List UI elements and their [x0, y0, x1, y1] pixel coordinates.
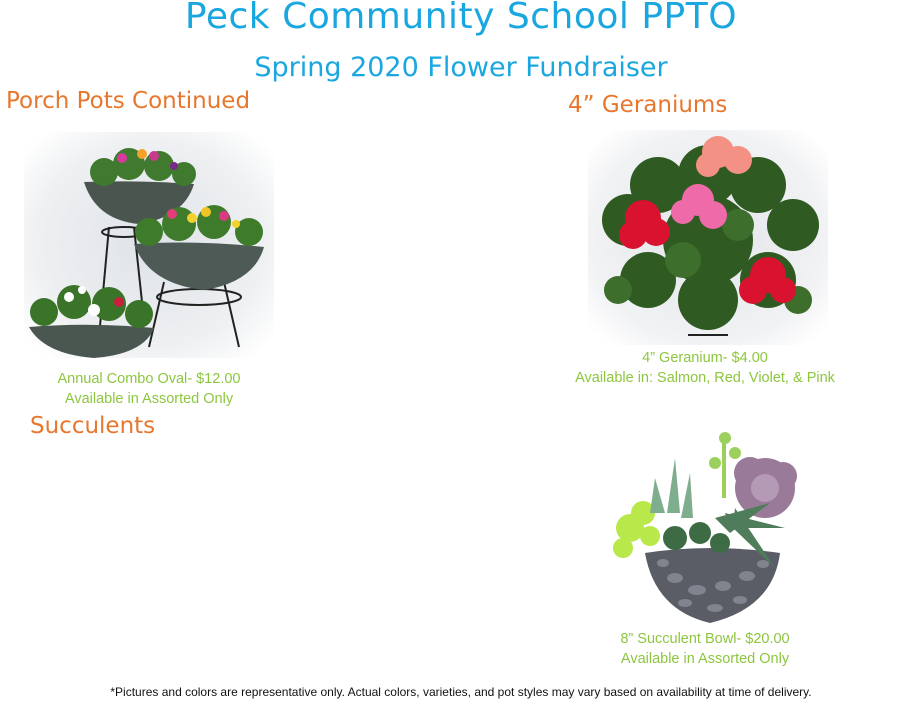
succulent-bowl-name-price: 8” Succulent Bowl- $20.00 [620, 631, 790, 647]
geranium-caption [555, 348, 855, 388]
disclaimer-text: *Pictures and colors are representative only. Actual colors, varieties, and pot styles may vary based on availability at time of delivery. [110, 685, 812, 699]
annual-combo-oval-photo [24, 132, 274, 358]
succulent-bowl-photo [605, 418, 810, 626]
page-title: Peck Community School PPTO [184, 0, 738, 37]
section-heading-succulents: Succulents [30, 413, 156, 439]
section-heading-porch-pots: Porch Pots Continued [6, 88, 251, 114]
annual-combo-name-price: Annual Combo Oval- $12.00 [57, 371, 241, 387]
geranium-name-price: 4” Geranium- $4.00 [642, 350, 768, 366]
section-heading-geraniums: 4” Geraniums [568, 92, 728, 118]
succulent-bowl-availability: Available in Assorted Only [620, 651, 790, 667]
page-subtitle: Spring 2020 Flower Fundraiser [254, 52, 668, 83]
annual-combo-caption [24, 369, 274, 409]
succulent-bowl-caption [575, 629, 835, 669]
geranium-availability: Available in: Salmon, Red, Violet, & Pink [575, 370, 835, 386]
geranium-photo [588, 130, 828, 345]
annual-combo-availability: Available in Assorted Only [64, 391, 234, 407]
